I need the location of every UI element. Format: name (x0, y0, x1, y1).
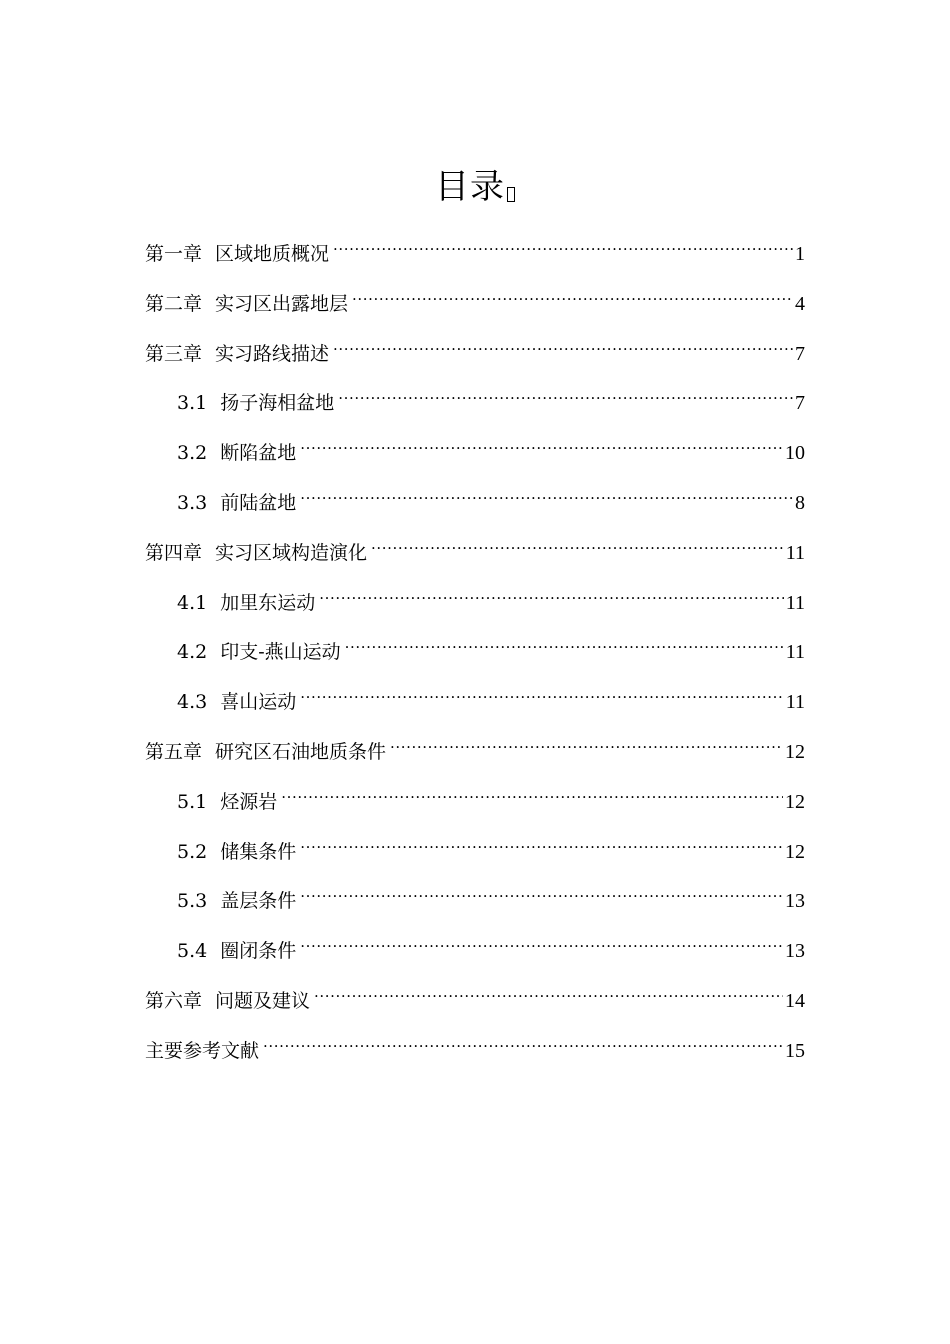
toc-entry-number: 5.3 (177, 890, 208, 913)
toc-entry-number: 4.1 (177, 591, 208, 614)
toc-dot-leader (333, 330, 793, 360)
toc-entry[interactable] (145, 1027, 805, 1062)
toc-entry-number: 3.3 (177, 492, 208, 514)
toc-entry-label: 烃源岩 (220, 790, 278, 813)
toc-entry-label: 区域地质概况 (215, 243, 330, 265)
toc-entry[interactable] (177, 379, 805, 415)
toc-entry-label: 主要参考文献 (145, 1039, 260, 1062)
toc-dot-leader (263, 1027, 783, 1057)
toc-entry[interactable] (145, 977, 805, 1012)
toc-entry-page-number: 7 (795, 392, 805, 415)
toc-entry-label: 研究区石油地质条件 (215, 741, 387, 763)
toc-dot-leader (300, 927, 783, 957)
toc-entry-number: 4.2 (177, 641, 208, 664)
toc-entry-number: 4.3 (177, 691, 208, 714)
toc-dot-leader (345, 628, 784, 658)
toc-dot-leader (300, 429, 783, 459)
toc-entry-number: 5.2 (177, 840, 208, 863)
toc-entry-number: 3.2 (177, 442, 208, 465)
toc-entry-number: 5.4 (177, 940, 208, 963)
toc-entry[interactable] (177, 828, 805, 863)
toc-entry[interactable] (177, 877, 805, 913)
toc-entry-label: 印支-燕山运动 (220, 641, 341, 664)
toc-entry-number: 第四章 (145, 541, 203, 564)
toc-entry-label: 扬子海相盆地 (220, 392, 335, 415)
toc-entry-number: 第五章 (145, 741, 203, 763)
toc-entry-number: 第三章 (145, 342, 203, 365)
toc-entry[interactable] (177, 927, 805, 963)
toc-entry-label: 前陆盆地 (220, 492, 297, 514)
toc-entry-page-number: 11 (785, 541, 805, 564)
toc-entry[interactable] (145, 728, 805, 763)
toc-entry[interactable] (177, 479, 805, 514)
toc-entry-label: 盖层条件 (220, 890, 297, 913)
toc-entry-label: 实习区出露地层 (215, 292, 349, 315)
toc-dot-leader (300, 479, 793, 509)
toc-entry-page-number: 7 (795, 342, 805, 365)
toc-dot-leader (352, 280, 793, 310)
toc-title (0, 162, 950, 212)
toc-entry-page-number: 13 (785, 890, 805, 913)
toc-entry[interactable] (177, 429, 805, 465)
toc-dot-leader (333, 230, 793, 260)
toc-entry-label: 实习路线描述 (215, 342, 330, 365)
toc-entry-label: 加里东运动 (220, 591, 316, 614)
toc-entry-page-number: 4 (795, 292, 805, 315)
missing-glyph-icon (507, 187, 515, 202)
toc-entry[interactable] (145, 330, 805, 365)
toc-entry-page-number: 11 (785, 691, 805, 714)
toc-entry[interactable] (145, 529, 805, 564)
toc-dot-leader (390, 728, 783, 758)
toc-entry-page-number: 15 (785, 1039, 805, 1062)
toc-dot-leader (300, 828, 783, 858)
toc-entry[interactable] (145, 280, 805, 315)
toc-entry-page-number: 1 (795, 243, 805, 265)
toc-dot-leader (281, 778, 783, 808)
toc-dot-leader (300, 877, 783, 907)
toc-entry-number: 5.1 (177, 790, 208, 813)
toc-entry-label: 实习区域构造演化 (215, 541, 368, 564)
toc-entry-page-number: 13 (785, 940, 805, 963)
toc-entry-label: 储集条件 (220, 840, 297, 863)
toc-entry[interactable] (177, 579, 805, 614)
toc-entry-page-number: 12 (785, 741, 805, 763)
toc-entry-label: 圈闭条件 (220, 940, 297, 963)
toc-dot-leader (300, 678, 784, 708)
toc-entry-label: 问题及建议 (215, 990, 311, 1012)
toc-entry-label: 喜山运动 (220, 691, 297, 714)
toc-entry-page-number: 10 (785, 442, 805, 465)
toc-dot-leader (314, 977, 783, 1007)
toc-entry[interactable] (177, 778, 805, 813)
toc-entry-page-number: 12 (785, 840, 805, 863)
toc-entry[interactable] (145, 230, 805, 265)
toc-entry-number: 第二章 (145, 292, 203, 315)
toc-entry[interactable] (177, 628, 805, 664)
toc-dot-leader (338, 379, 793, 409)
toc-entry-label: 断陷盆地 (220, 442, 297, 465)
toc-entry-page-number: 11 (785, 641, 805, 664)
toc-entry-page-number: 14 (785, 990, 805, 1012)
toc-title-text: 目录 (435, 167, 505, 207)
toc-entry-number: 第一章 (145, 243, 203, 265)
toc-entry-page-number: 11 (785, 591, 805, 614)
toc-dot-leader (371, 529, 784, 559)
toc-entry-page-number: 8 (795, 492, 805, 514)
toc-entry-number: 3.1 (177, 392, 208, 415)
toc-entry-number: 第六章 (145, 990, 203, 1012)
toc-entry[interactable] (177, 678, 805, 714)
toc-dot-leader (319, 579, 784, 609)
toc-entry-page-number: 12 (785, 790, 805, 813)
